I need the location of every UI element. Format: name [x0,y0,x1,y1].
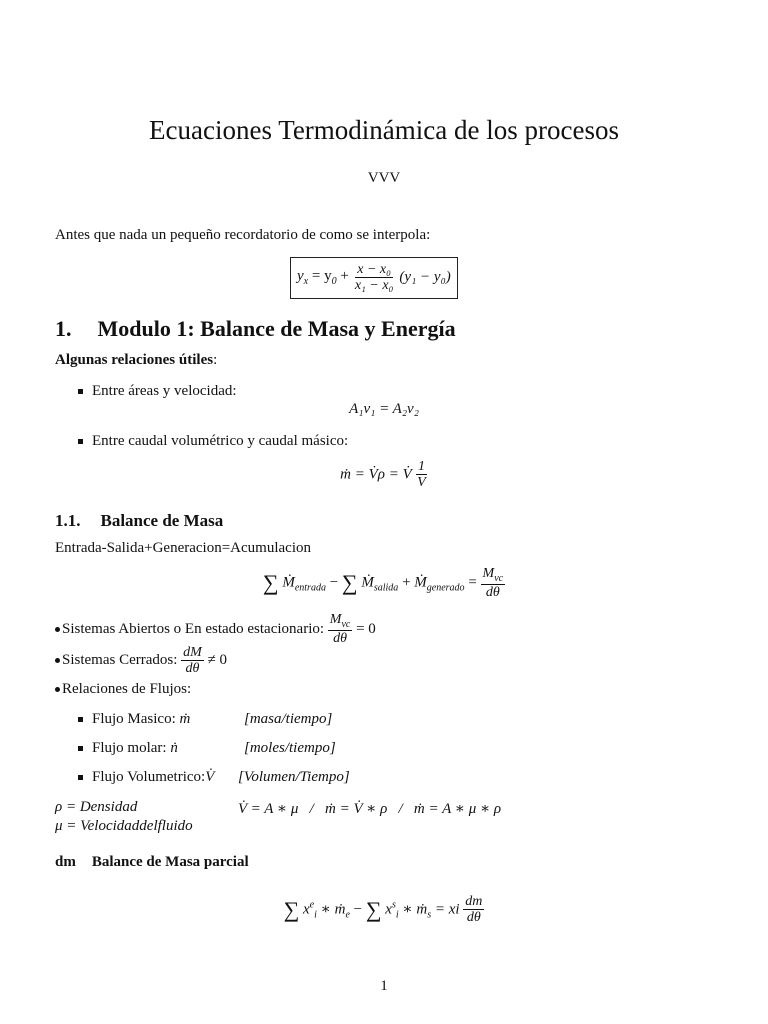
open-systems-line [55,612,376,646]
section-1-number: 1. [55,316,72,341]
intro-text: Antes que nada un pequeño recordatorio de como se interpola: [55,227,431,243]
list-item-label: Entre áreas y velocidad: [92,383,237,399]
equation-flow-left: ṁ = V̇ρ = V̇ [340,466,412,483]
term: x [303,901,310,918]
term-rest-sub: e [345,909,350,921]
relations-label-bold: Algunas relaciones útiles [55,352,214,368]
fraction-numerator: dM [183,645,202,660]
formula-numerator: x − x₀ [357,262,391,277]
formula-lhs: y [297,268,304,285]
section-1-1-1-title: Balance de Masa parcial [91,854,249,870]
section-1-1-title: Balance de Masa [100,511,224,530]
formula-lhs-sub: x [303,276,309,288]
flow-unit: [Volumen/Tiempo] [238,769,350,785]
fraction-numerator-sub: vc [494,572,504,584]
fraction-numerator-sub: vc [341,618,351,630]
flow-label: Flujo Volumetrico: [92,769,206,785]
section-1-title: Modulo 1: Balance de Masa y Energía [97,316,456,341]
sum-symbol: ∑ [365,896,382,922]
term-sup: e [309,899,315,911]
fraction-numerator: M [482,566,495,581]
fraction-denominator: V [417,475,426,491]
section-1-heading [55,316,456,342]
closed-systems-line [55,645,227,677]
equation-flow-fraction [415,459,428,491]
term-rest-sub: s [427,909,432,921]
document-title: Ecuaciones Termodinámica de los procesos [149,115,619,145]
term: Ṁ [361,574,374,591]
flows-label: Relaciones de Flujos: [62,681,192,697]
open-systems-label: Sistemas Abiertos o En estado estacionario: [62,620,325,637]
interpolation-formula-box [290,257,458,299]
bullet-icon [78,389,83,394]
term-rest: ∗ ṁ [316,901,346,918]
sum-symbol: ∑ [341,570,358,596]
list-item [78,433,348,450]
bullet-icon [55,687,60,692]
sum-symbol: ∑ [283,896,300,922]
bullet-icon [78,775,83,780]
velocity-definition: μ = Velocidaddelfluido [55,818,193,834]
operator: − [353,901,366,918]
term-sub: generado [426,582,465,594]
open-systems-rhs: = 0 [356,620,376,637]
flow-symbol: ṁ [179,711,191,727]
flow-label: Flujo Masico: [92,711,176,727]
flow-symbol: V̇ [205,769,215,785]
term-sub: entrada [294,582,326,594]
formula-eq-sub: 0 [331,276,337,288]
fraction-denominator: dθ [485,584,500,600]
equation-flow [0,459,768,491]
list-item [78,383,237,400]
fraction-denominator: dθ [333,630,347,646]
term: Ṁ [282,574,295,591]
density-definition: ρ = Densidad [55,799,138,815]
bullet-icon [78,746,83,751]
term-sub: i [395,909,399,921]
section-1-1-1-number: dm [55,854,76,870]
rhs-fraction [481,566,506,600]
operator: = xi [434,901,460,918]
operator: + [402,574,411,591]
mass-balance-equation [0,566,768,600]
term: Ṁ [414,574,427,591]
general-balance-text: Entrada-Salida+Generacion=Acumulacion [55,540,311,556]
section-1-1-1-heading [55,854,249,871]
term-sup: s [391,899,396,911]
flow-unit: [moles/tiempo] [244,740,336,756]
fraction-numerator: M [329,612,342,627]
list-item [78,769,350,786]
document-author: VVV [367,170,401,186]
open-systems-fraction [328,612,353,646]
section-1-1-number: 1.1. [55,511,81,530]
bullet-icon [78,439,83,444]
fraction-numerator: 1 [418,459,426,474]
list-item [78,711,333,728]
section-1-1-heading [55,511,223,531]
fraction-denominator: dθ [185,661,200,677]
term-sub: salida [373,582,399,594]
fraction-numerator: dm [465,894,483,909]
formula-tail: (y₁ − y₀) [399,269,451,286]
rhs-fraction [463,894,484,926]
equation-areas: A₁v₁ = A₂v₂ [349,401,419,417]
operator: = [468,574,477,591]
formula-denominator: x₁ − x₀ [354,278,394,294]
flow-relations-equations: V̇ = A ∗ μ / ṁ = V̇ ∗ ρ / ṁ = A ∗ μ ∗ ρ [238,801,502,817]
closed-systems-fraction [181,645,204,677]
term-rest: ∗ ṁ [398,901,428,918]
formula-eq: = y [311,268,332,285]
closed-systems-rhs: ≠ 0 [207,652,228,669]
flows-relations-line [55,681,191,698]
term-sub: i [314,909,317,921]
list-item-label: Entre caudal volumétrico y caudal másico: [92,433,349,449]
sum-symbol: ∑ [262,570,279,596]
bullet-icon [55,627,60,632]
list-item [78,740,336,757]
formula-plus: + [340,268,349,285]
page-number: 1 [380,978,388,994]
flow-symbol: ṅ [170,740,178,756]
operator: − [329,574,339,591]
bullet-icon [78,717,83,722]
flow-unit: [masa/tiempo] [244,711,333,727]
relations-label [55,352,217,369]
partial-mass-balance-equation [0,894,768,926]
closed-systems-label: Sistemas Cerrados: [62,652,178,669]
bullet-icon [55,658,60,663]
term: x [385,901,392,918]
formula-fraction [353,262,396,294]
relations-colon: : [213,352,218,368]
flow-label: Flujo molar: [92,740,167,756]
fraction-denominator: dθ [466,910,481,926]
